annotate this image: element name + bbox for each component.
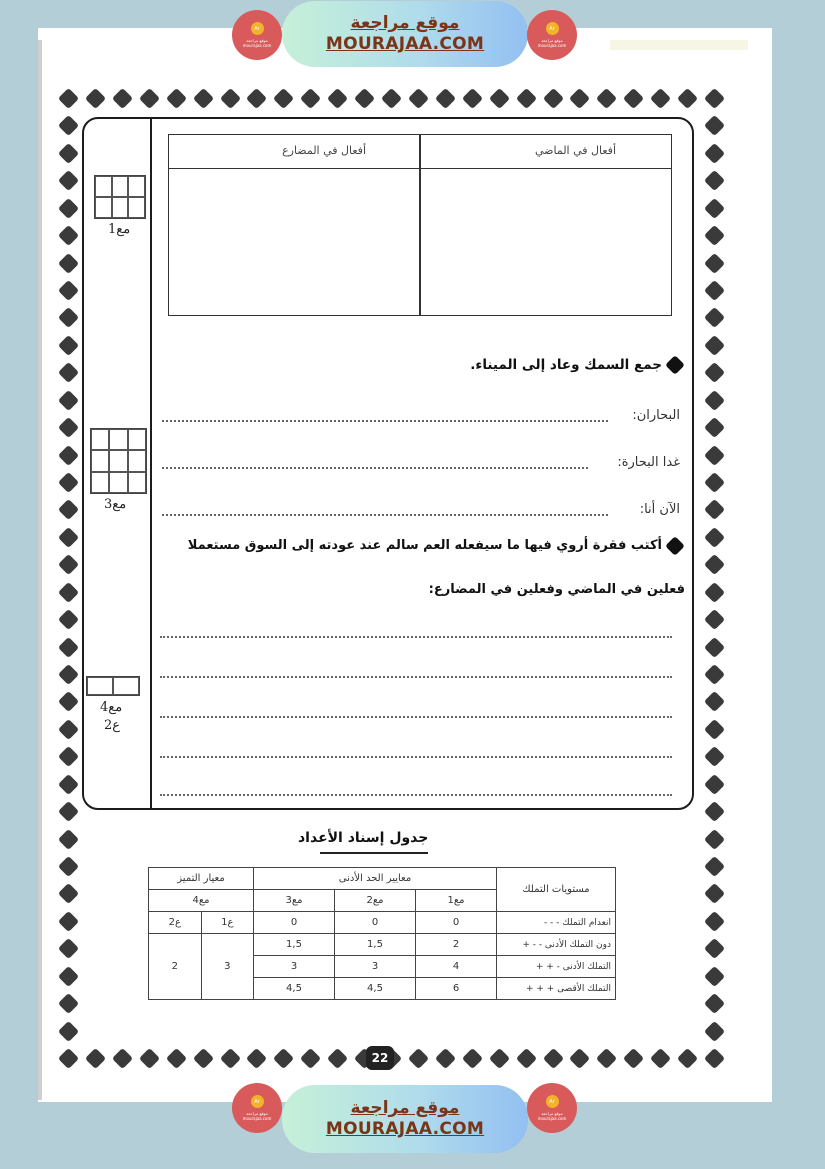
cell: 0 <box>335 912 416 934</box>
writing-line[interactable] <box>160 636 672 638</box>
level-label: التملك الأدنى - + + <box>497 956 616 978</box>
answer-line[interactable] <box>162 514 608 516</box>
answer-label: غدا البحارة: <box>617 455 680 470</box>
cell: 3 <box>335 956 416 978</box>
site-name-arabic: موقع مراجعة <box>350 13 460 33</box>
header-past-verbs: أفعال في الماضي <box>534 144 616 157</box>
score-grid-c4 <box>86 676 140 696</box>
grading-table <box>148 867 616 1000</box>
site-badge-right-top[interactable]: Ar موقع مراجعة mourajaa.com <box>527 10 577 60</box>
scan-artifact <box>610 40 748 50</box>
title-underline <box>320 852 428 854</box>
cell: 2 <box>416 934 497 956</box>
cell: 6 <box>416 978 497 1000</box>
present-verbs-cell[interactable] <box>169 170 418 313</box>
criterion-label: مع4 <box>100 700 123 715</box>
site-badge-left-bottom[interactable]: Ar موقع مراجعة mourajaa.com <box>232 1083 282 1133</box>
answer-line[interactable] <box>162 420 608 422</box>
header-present-verbs: أفعال في المضارع <box>282 144 366 157</box>
writing-line[interactable] <box>160 756 672 758</box>
sub-criterion-1: ع1 <box>201 912 254 934</box>
question-number-icon <box>665 536 685 556</box>
site-url[interactable]: MOURAJAA.COM <box>325 34 485 54</box>
cell: 0 <box>416 912 497 934</box>
excellence-header: معيار التميز <box>149 868 254 890</box>
page-number: 22 <box>366 1046 394 1070</box>
site-badge-right-bottom[interactable]: Ar موقع مراجعة mourajaa.com <box>527 1083 577 1133</box>
grading-table-title: جدول إسناد الأعداد <box>298 830 429 846</box>
answer-label: البحاران: <box>632 408 680 423</box>
site-banner-bottom[interactable] <box>282 1085 528 1153</box>
cell: 3 <box>254 956 335 978</box>
cell: 4,5 <box>254 978 335 1000</box>
cell: 0 <box>254 912 335 934</box>
answer-line[interactable] <box>162 467 588 469</box>
excellence-value-1: 3 <box>201 934 254 1000</box>
question-8: جمع السمك وعاد إلى الميناء. <box>470 357 682 373</box>
logo-icon: Ar <box>251 22 264 35</box>
cell: 1,5 <box>335 934 416 956</box>
writing-line[interactable] <box>160 676 672 678</box>
cell: 1,5 <box>254 934 335 956</box>
criterion-1-header: مع1 <box>416 890 497 912</box>
cell: 4 <box>416 956 497 978</box>
criterion-label: مع1 <box>108 222 131 237</box>
logo-icon: Ar <box>251 1095 264 1108</box>
levels-header: مستويات التملك <box>497 868 616 912</box>
criterion-4-header: مع4 <box>149 890 254 912</box>
writing-line[interactable] <box>160 794 672 796</box>
answer-label: الآن أنا: <box>639 502 680 517</box>
level-label: التملك الأقصى + + + <box>497 978 616 1000</box>
verb-classification-table <box>168 134 672 316</box>
minimum-header: معايير الحد الأدنى <box>254 868 497 890</box>
logo-icon: Ar <box>546 1095 559 1108</box>
score-column-divider <box>150 117 152 809</box>
level-label: دون التملك الأدنى - - + <box>497 934 616 956</box>
past-verbs-cell[interactable] <box>421 170 669 313</box>
level-label: انعدام التملك - - - <box>497 912 616 934</box>
logo-icon: Ar <box>546 22 559 35</box>
question-9-continued: فعلين في الماضي وفعلين في المضارع: <box>428 582 685 597</box>
criterion-label: مع3 <box>104 497 127 512</box>
criterion-2-header: مع2 <box>335 890 416 912</box>
cell: 4,5 <box>335 978 416 1000</box>
question-number-icon <box>665 355 685 375</box>
score-grid-c3 <box>90 428 147 494</box>
site-banner-top[interactable] <box>282 1 528 67</box>
score-grid-c1 <box>94 175 146 219</box>
excellence-value-2: 2 <box>149 934 202 1000</box>
site-url[interactable]: MOURAJAA.COM <box>325 1119 485 1139</box>
site-badge-left-top[interactable]: Ar موقع مراجعة mourajaa.com <box>232 10 282 60</box>
sub-criterion-2: ع2 <box>149 912 202 934</box>
site-name-arabic: موقع مراجعة <box>350 1098 460 1118</box>
criterion-3-header: مع3 <box>254 890 335 912</box>
writing-line[interactable] <box>160 716 672 718</box>
question-9: أكتب فقرة أروي فيها ما سيفعله العم سالم عند عودته إلى السوق مستعملا <box>188 538 682 553</box>
criterion-sub-label: ع2 <box>104 718 121 733</box>
page-shadow-edge <box>38 40 42 1100</box>
